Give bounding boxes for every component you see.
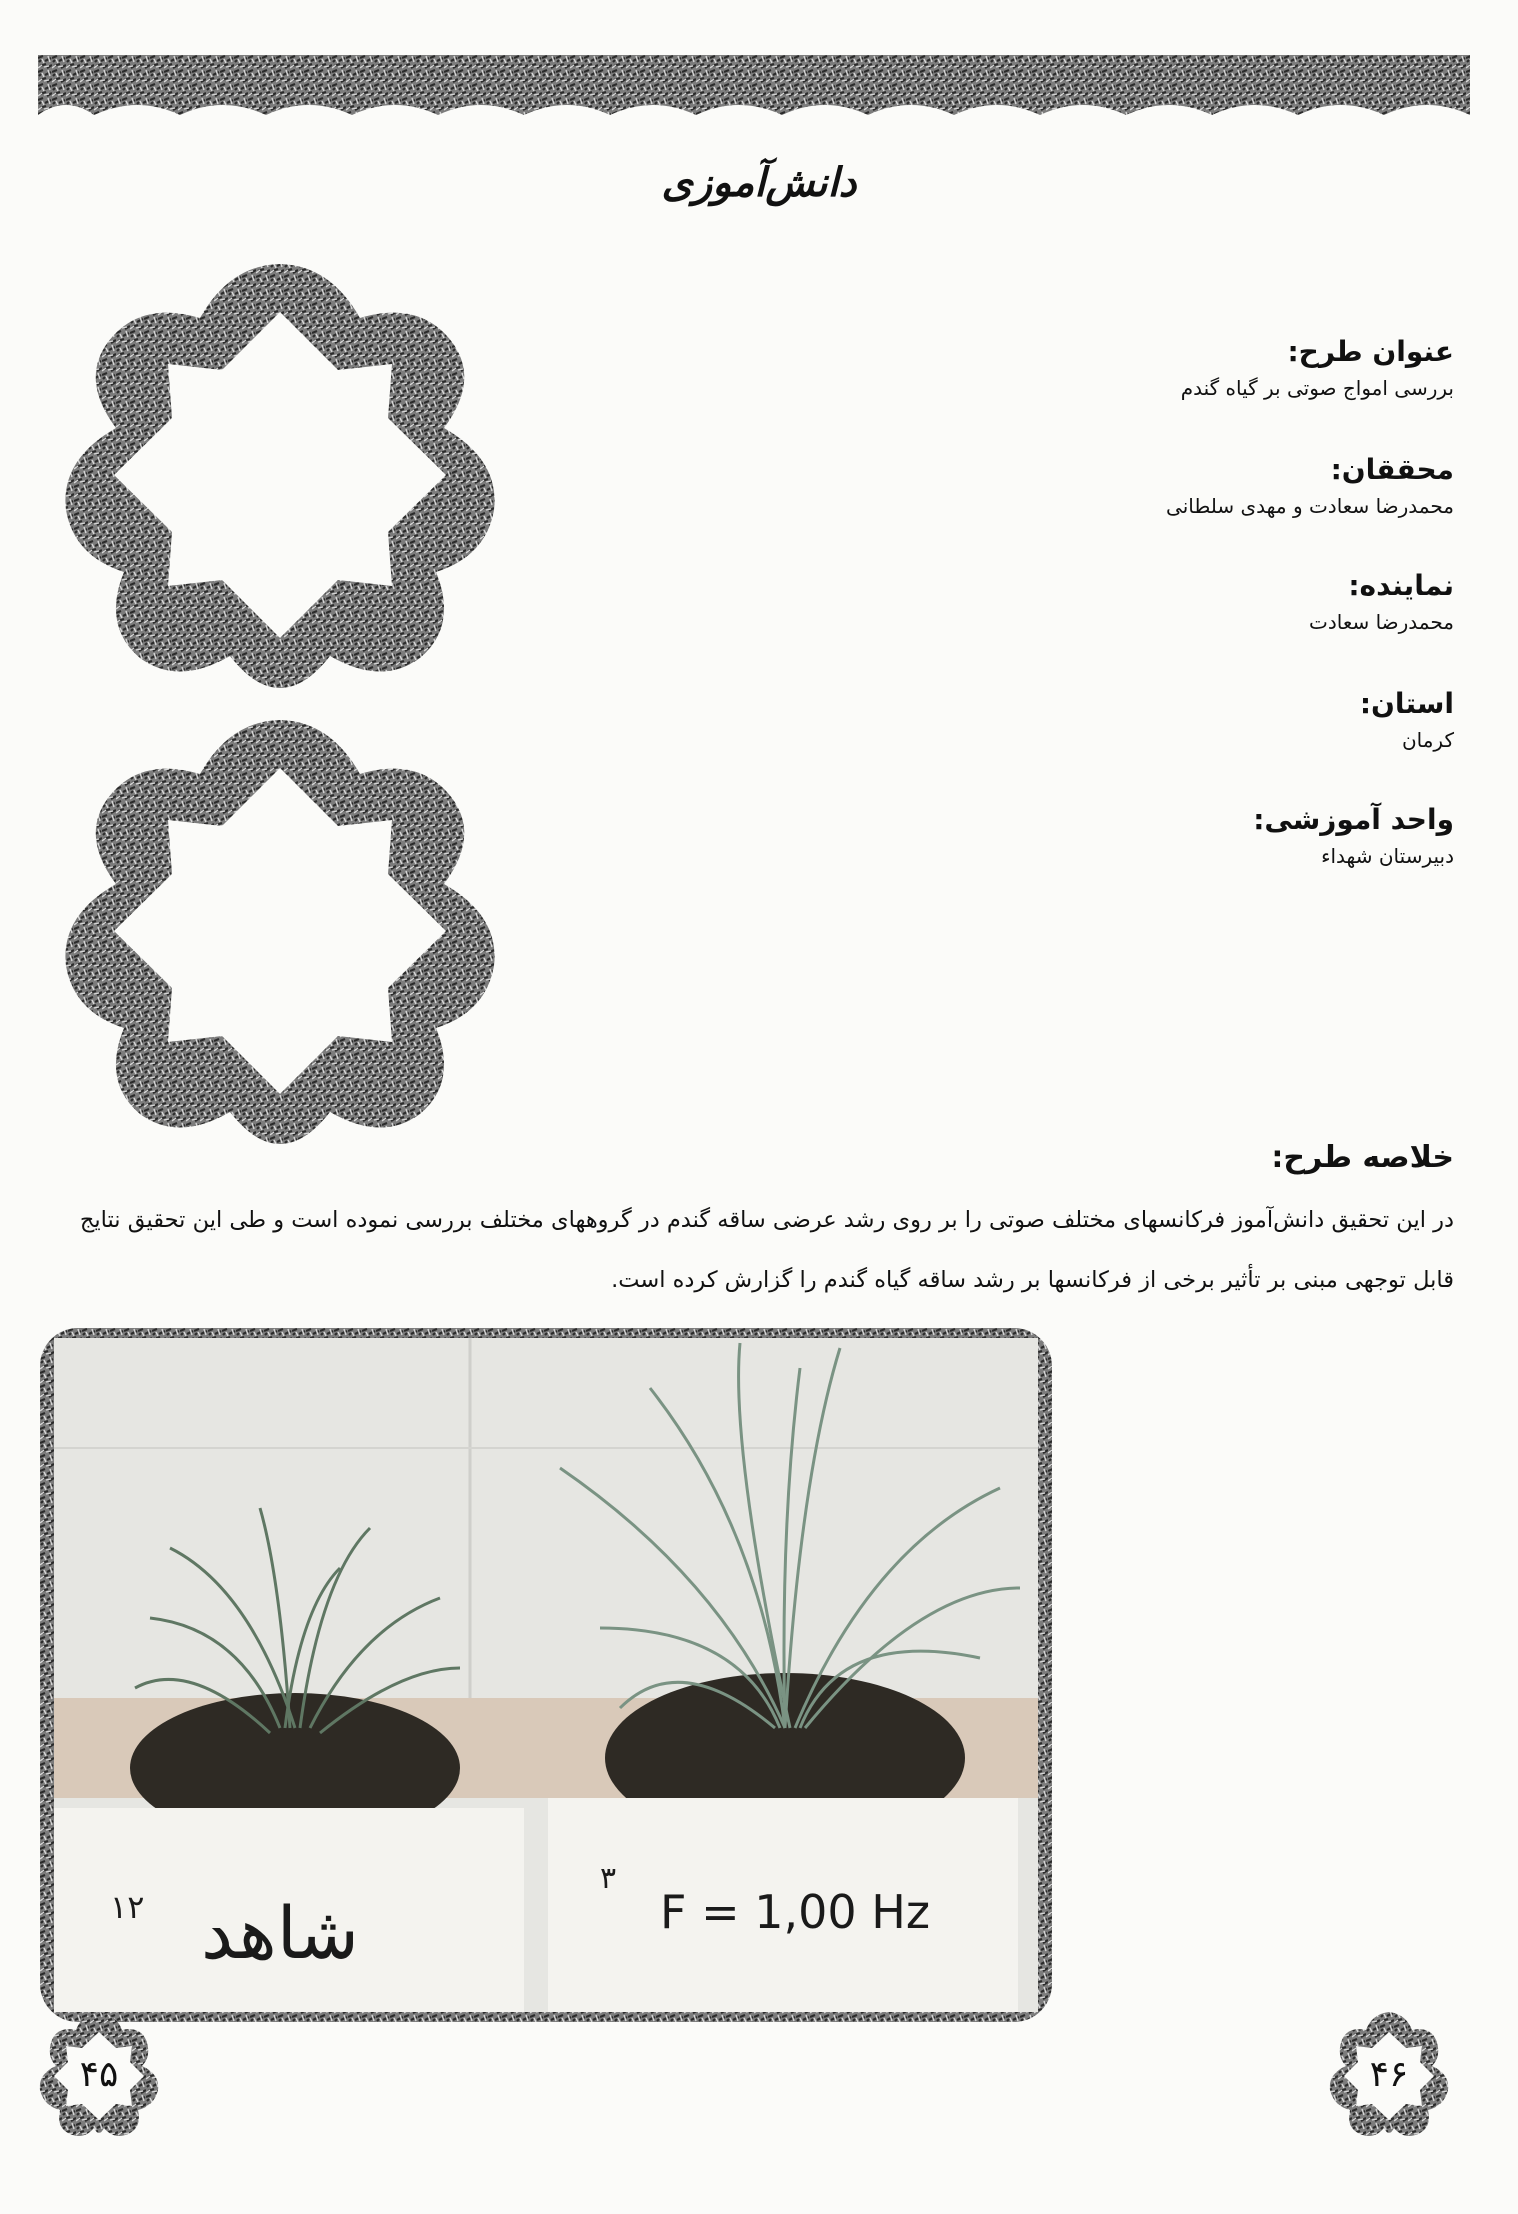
right-card-text: F = 1,00 Hz	[660, 1885, 931, 1939]
top-decorative-banner	[38, 55, 1470, 130]
school-block	[754, 800, 1454, 872]
star-frame-bottom	[60, 716, 500, 1146]
left-card-text: شاهد	[200, 1891, 360, 1975]
page-number-left: ۴۵	[79, 2054, 119, 2095]
wheat-photo	[40, 1328, 1052, 2022]
province-value: کرمان	[1401, 728, 1454, 752]
section-title: دانش‌آموزی	[661, 160, 857, 206]
summary-heading: خلاصه طرح:	[1271, 1140, 1454, 1175]
page-number-right: ۴۶	[1369, 2054, 1409, 2095]
photo-image	[54, 1338, 1038, 2012]
researchers-value: محمدرضا سعادت و مهدی سلطانی	[1166, 494, 1454, 518]
representative-value: محمدرضا سعادت	[1308, 610, 1454, 634]
researchers-block	[754, 450, 1454, 522]
school-label: واحد آموزشی:	[1253, 803, 1454, 836]
researchers-label: محققان:	[1330, 453, 1454, 486]
project-title-value: بررسی امواج صوتی بر گیاه گندم	[1180, 376, 1454, 400]
page-number-left-badge	[34, 2010, 164, 2140]
project-title-block	[754, 332, 1454, 404]
representative-label: نماینده:	[1348, 569, 1454, 602]
summary-paragraph: در این تحقیق دانش‌آموز فرکانسهای مختلف صوتی را بر روی رشد عرضی ساقه گندم در گروههای مختلف بررسی نموده است و طی این تحقیق نتایج قابل توجهی مبنی بر تأثیر برخی از فرکانسها بر رشد ساقه گیاه گندم را گزارش کرده است.	[79, 1207, 1454, 1293]
province-block	[754, 684, 1454, 756]
project-title-label: عنوان طرح:	[1287, 335, 1454, 368]
right-card-number: ۳	[600, 1861, 617, 1896]
star-frame-top	[60, 260, 500, 690]
representative-block	[754, 566, 1454, 638]
left-card-number: ۱۲	[110, 1888, 145, 1926]
province-label: استان:	[1359, 687, 1454, 720]
school-value: دبیرستان شهداء	[1321, 844, 1454, 868]
page-number-right-badge	[1324, 2010, 1454, 2140]
